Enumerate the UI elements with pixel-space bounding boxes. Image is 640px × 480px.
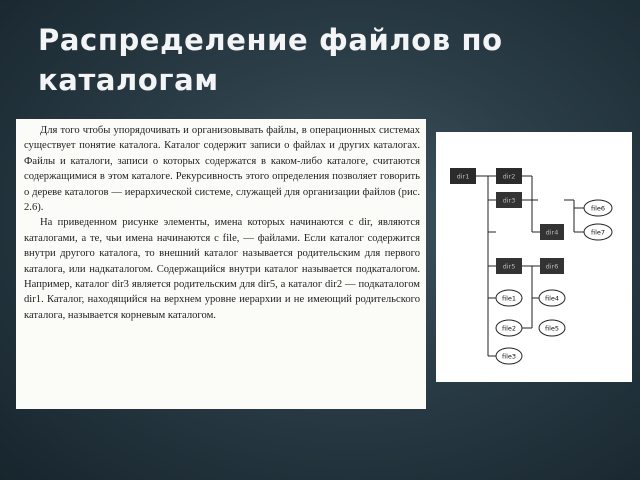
directory-tree-svg [436,132,632,382]
file5-label: file5 [544,324,560,333]
tree-node-dir2 [496,168,522,184]
paragraph-2: На приведенном рисунке элементы, имена которых начинаются с dir, являются каталогами, а те, чьи имена начинаются с file, — файлами. Если каталог содержится внутри другого каталога, то внешний каталог называется родительским для первого каталога, или надкаталогом. Содержащийся внутри каталог называется подкаталогом. Например, каталог dir3 является родительским для dir5, а каталог dir2 — подкаталогом dir1. Каталог, находящийся на верхнем уровне иерархии и не имеющий родительского каталога, называется корневым каталогом. [24,217,420,321]
tree-node-file6 [584,200,612,216]
file4-label: file4 [544,294,560,303]
tree-node-dir6 [540,258,564,274]
dir4-label: dir4 [545,228,559,237]
tree-node-file7 [584,224,612,240]
dir1-label: dir1 [456,172,470,181]
dir6-label: dir6 [545,262,559,271]
file2-label: file2 [501,324,517,333]
dir5-label: dir5 [502,262,516,271]
tree-node-dir4 [540,224,564,240]
file1-label: file1 [501,294,517,303]
tree-node-dir1 [450,168,476,184]
tree-node-file4 [539,290,565,306]
tree-node-file1 [496,290,522,306]
tree-node-dir5 [496,258,522,274]
tree-node-file3 [496,348,522,364]
paragraph-1: Для того чтобы упорядочивать и организовывать файлы, в операционных системах существует понятие каталога. Каталог содержит записи о файлах и других каталогах. Файлы и каталоги, записи о которых содержатся в каком-либо каталоге, считаются содержащимися в этом каталоге. Рекурсивность этого определения позволяет говорить о дереве каталогов — иерархической системе, служащей для организации файлов (рис. 2.6). [24,125,420,214]
file3-label: file3 [501,352,517,361]
file7-label: file7 [590,228,606,237]
file6-label: file6 [590,204,606,213]
tree-node-file2 [496,320,522,336]
tree-node-dir3 [496,192,522,208]
tree-node-file5 [539,320,565,336]
dir3-label: dir3 [502,196,516,205]
dir2-label: dir2 [502,172,516,181]
text-panel [16,119,426,409]
slide-title: Распределение файлов по каталогам [38,23,503,97]
directory-tree-diagram [436,132,632,382]
tree-connectors [476,176,584,356]
